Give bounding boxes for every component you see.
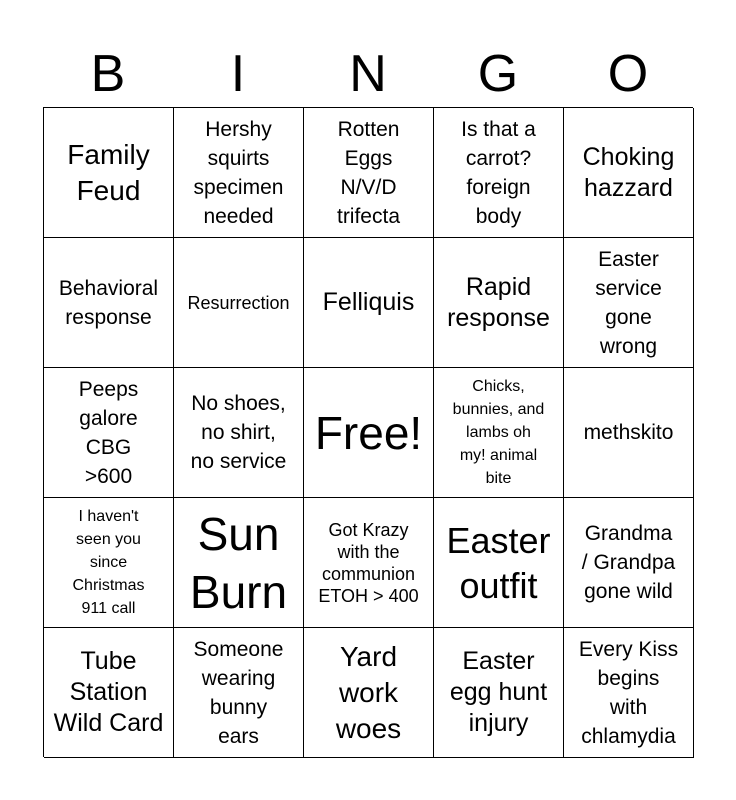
bingo-cell[interactable]: Grandma / Grandpa gone wild	[564, 498, 694, 628]
bingo-cell[interactable]: Peeps galore CBG >600	[44, 368, 174, 498]
free-space-cell[interactable]: Free!	[304, 368, 434, 498]
bingo-cell[interactable]: Easter egg hunt injury	[434, 628, 564, 758]
bingo-cell[interactable]: Yard work woes	[304, 628, 434, 758]
bingo-cell[interactable]: Every Kiss begins with chlamydia	[564, 628, 694, 758]
bingo-cell[interactable]: Rapid response	[434, 238, 564, 368]
header-letter-i: I	[230, 45, 246, 103]
bingo-cell[interactable]: Got Krazy with the communion ETOH > 400	[304, 498, 434, 628]
bingo-cell[interactable]: Easter service gone wrong	[564, 238, 694, 368]
bingo-cell[interactable]: Sun Burn	[174, 498, 304, 628]
bingo-cell[interactable]: Behavioral response	[44, 238, 174, 368]
bingo-cell[interactable]: Rotten Eggs N/V/D trifecta	[304, 108, 434, 238]
bingo-cell[interactable]: methskito	[564, 368, 694, 498]
bingo-cell[interactable]: Is that a carrot? foreign body	[434, 108, 564, 238]
header-letter-b: B	[90, 45, 126, 103]
bingo-cell[interactable]: I haven't seen you since Christmas 911 call	[44, 498, 174, 628]
bingo-cell[interactable]: Someone wearing bunny ears	[174, 628, 304, 758]
bingo-cell[interactable]: Felliquis	[304, 238, 434, 368]
bingo-grid	[43, 107, 693, 757]
bingo-cell[interactable]: Family Feud	[44, 108, 174, 238]
header-letter-n: N	[349, 45, 387, 103]
bingo-cell[interactable]: Hershy squirts specimen needed	[174, 108, 304, 238]
bingo-cell[interactable]: Choking hazzard	[564, 108, 694, 238]
header-letter-o: O	[607, 45, 649, 103]
bingo-header	[43, 40, 693, 108]
bingo-cell[interactable]: Tube Station Wild Card	[44, 628, 174, 758]
bingo-cell[interactable]: Resurrection	[174, 238, 304, 368]
header-letter-g: G	[477, 45, 519, 103]
bingo-cell[interactable]: No shoes, no shirt, no service	[174, 368, 304, 498]
bingo-cell[interactable]: Chicks, bunnies, and lambs oh my! animal bite	[434, 368, 564, 498]
bingo-cell[interactable]: Easter outfit	[434, 498, 564, 628]
